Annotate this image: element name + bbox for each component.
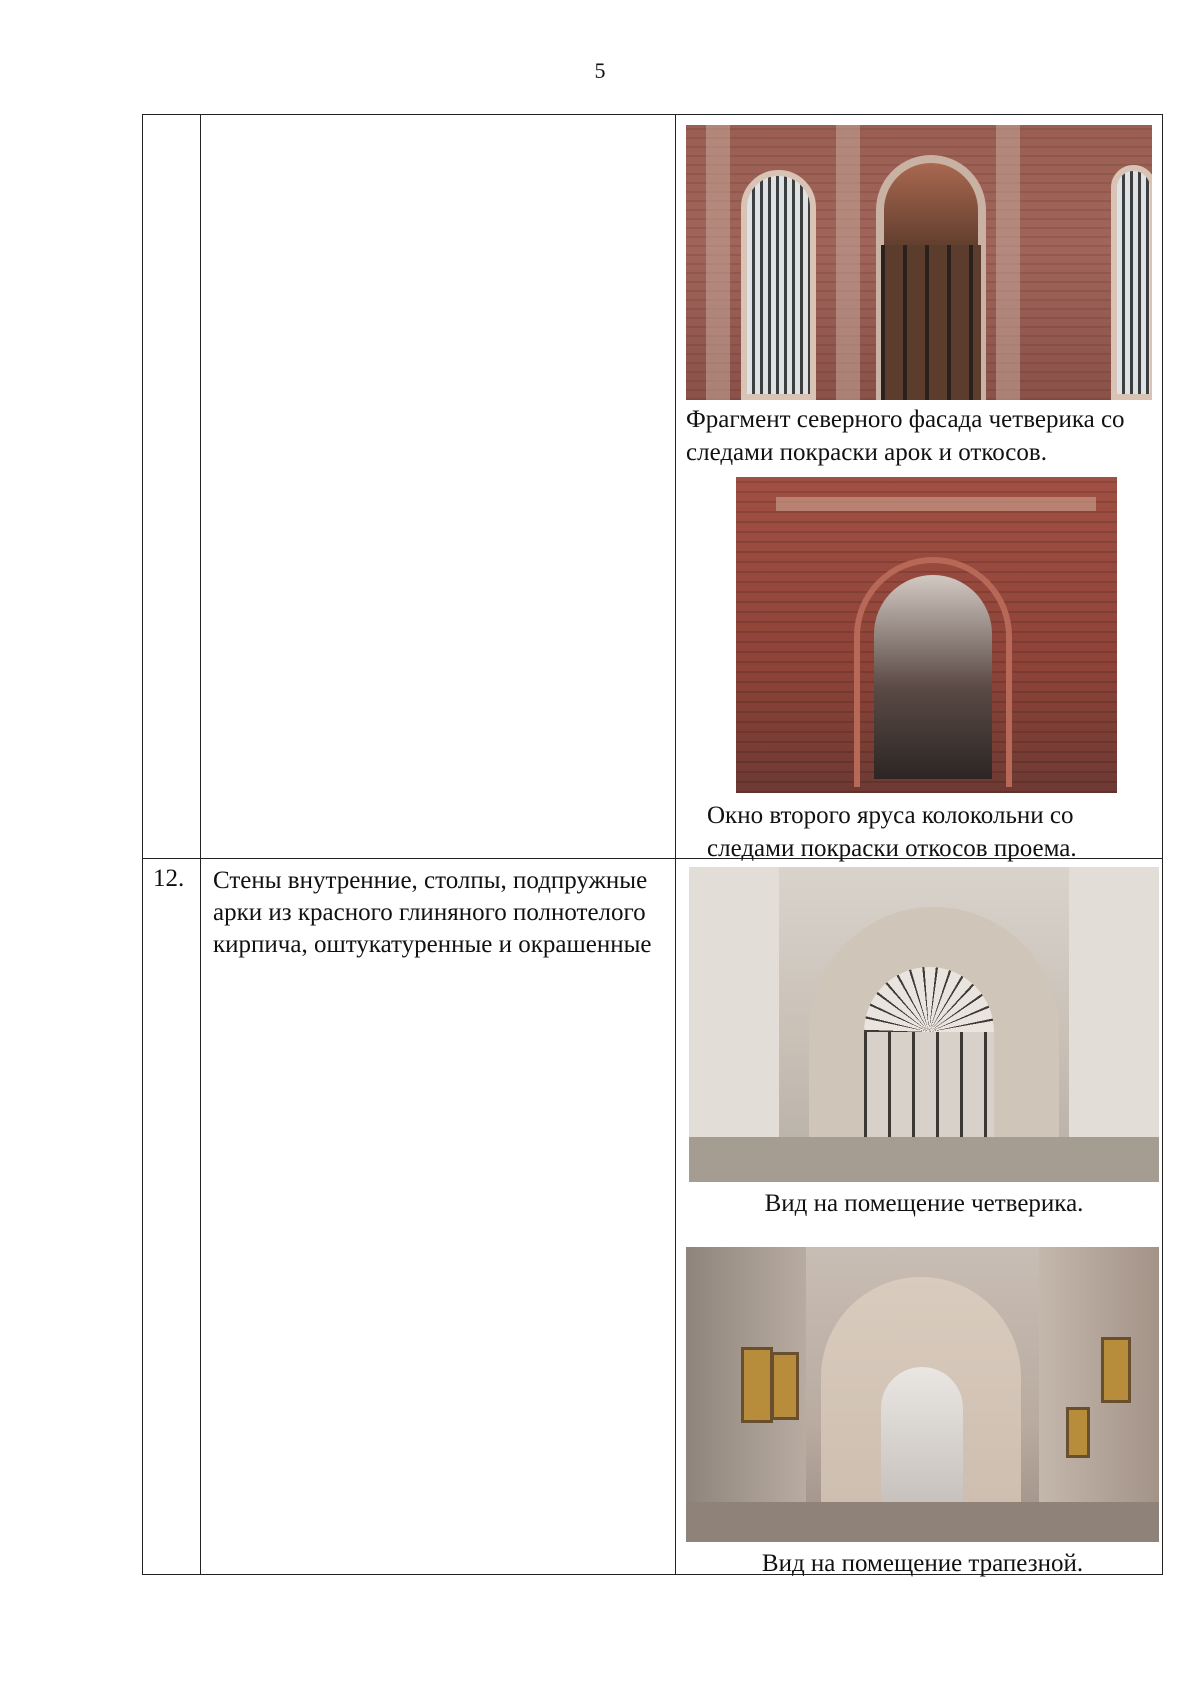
row-photos-cell [676, 859, 1163, 1575]
refectory-interior-photo [686, 1247, 1159, 1542]
row-number-cell [143, 115, 201, 859]
table-row [143, 859, 1163, 1575]
bell-tower-window-photo [736, 477, 1117, 793]
row-photos-cell [676, 115, 1163, 862]
photo-caption: Вид на помещение трапезной. [761, 1550, 1084, 1577]
photo-caption: Окно второго яруса колокольни со следами покраски откосов проема. [707, 802, 1077, 862]
facade-fragment-photo [686, 125, 1152, 400]
quadrangle-interior-photo [689, 867, 1159, 1182]
photo-caption: Фрагмент северного фасада четверика со следами покраски арок и откосов. [686, 406, 1125, 466]
inspection-table [142, 114, 1163, 1575]
photo-caption: Вид на помещение четверика. [764, 1190, 1084, 1217]
row-description-cell [201, 115, 676, 859]
row-description-cell: Стены внутренние, столпы, подпружные арки из красного глиняного полнотелого кирпича, оштукатуренные и окрашенные [201, 859, 676, 1575]
table-row [143, 115, 1163, 859]
row-number-cell: 12. [143, 859, 201, 1575]
page-number: 5 [594, 58, 606, 83]
